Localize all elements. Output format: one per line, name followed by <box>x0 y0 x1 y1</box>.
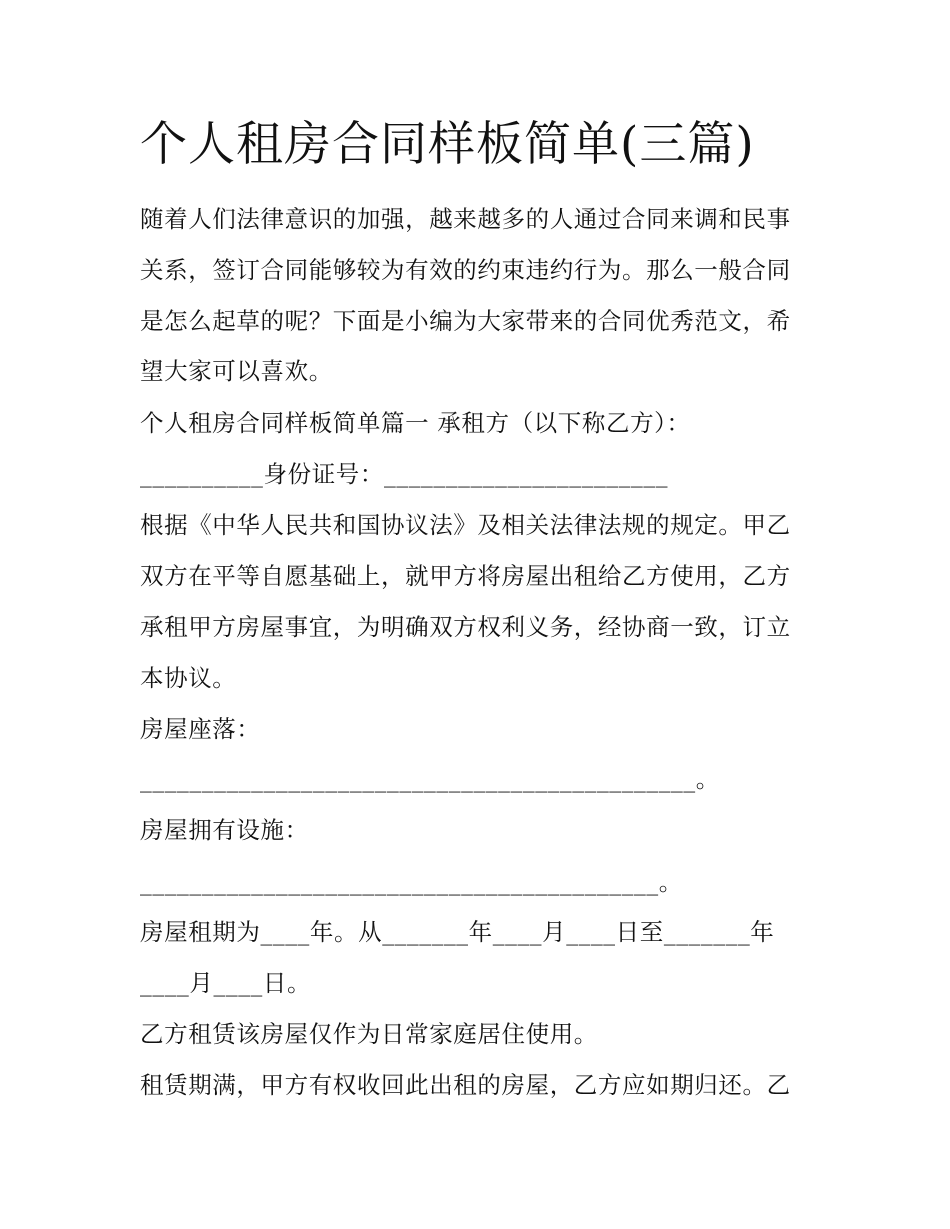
body-line: 望大家可以喜欢。 <box>140 357 333 385</box>
body-line: 乙方租赁该房屋仅作为日常家庭居住使用。 <box>140 1020 598 1048</box>
house-location-label: 房屋座落： <box>140 715 261 743</box>
blank-line-location: _____________________________________________。 <box>140 765 720 793</box>
body-line: 关系，签订合同能够较为有效的约束违约行为。那么一般合同 <box>140 256 791 284</box>
body-line: 承租甲方房屋事宜，为明确双方权利义务，经协商一致，订立 <box>140 613 791 641</box>
blank-line-facilities: __________________________________________。 <box>140 868 683 896</box>
lease-term-line: 房屋租期为____年。从_______年____月____日至_______年 <box>140 918 775 946</box>
body-line: 根据《中华人民共和国协议法》及相关法律法规的规定。甲乙 <box>140 511 791 539</box>
blank-line-id-number: __________身份证号：_______________________ <box>140 460 669 488</box>
body-line: 是怎么起草的呢？下面是小编为大家带来的合同优秀范文，希 <box>140 307 791 335</box>
body-line: 随着人们法律意识的加强，越来越多的人通过合同来调和民事 <box>140 205 791 233</box>
house-facilities-label: 房屋拥有设施： <box>140 816 309 844</box>
body-line: 租赁期满，甲方有权收回此出租的房屋，乙方应如期归还。乙 <box>140 1071 791 1099</box>
section-heading: 个人租房合同样板简单篇一 承租方（以下称乙方）： <box>140 409 691 437</box>
lease-term-line: ____月____日。 <box>140 969 312 997</box>
body-line: 双方在平等自愿基础上，就甲方将房屋出租给乙方使用，乙方 <box>140 562 791 590</box>
body-line: 本协议。 <box>140 664 237 692</box>
document-title: 个人租房合同样板简单(三篇) <box>140 117 755 172</box>
